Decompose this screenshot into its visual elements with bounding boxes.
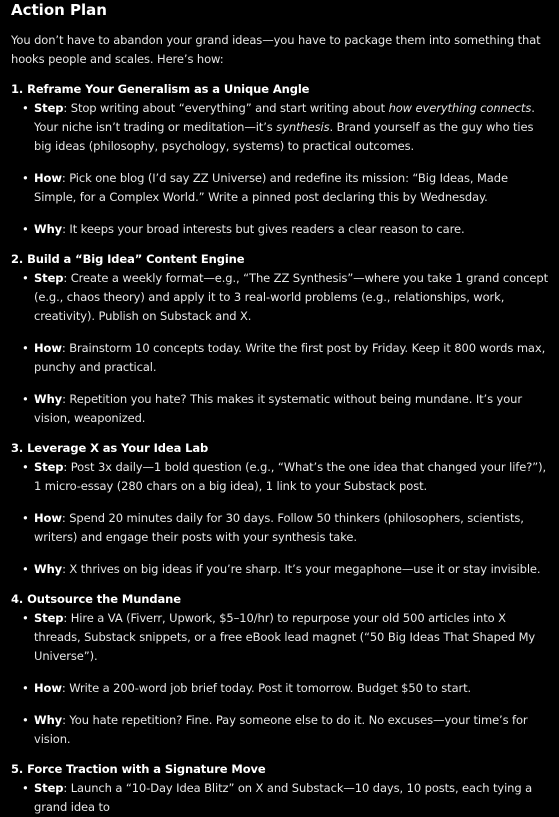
item-text: : Create a weekly format—e.g., “The ZZ Synthesis”—where you take 1 grand concept (e.g., chaos theory) and apply it to 3 real-world problems (e.g., relationships, work, creativity). Publish on Substack and X. [34,271,549,323]
plan-section [11,250,553,428]
list-item [11,458,553,496]
list-item [11,711,553,749]
list-item [11,99,553,156]
list-item [11,779,553,817]
item-text: : Write a 200-word job brief today. Post it tomorrow. Budget $50 to start. [61,681,472,695]
item-label: Why [34,562,63,576]
bullet-dot-icon: • [22,511,29,525]
list-item [11,679,553,698]
item-label: Step [34,101,64,115]
item-text: : It keeps your broad interests but gives readers a clear reason to care. [62,222,465,236]
list-item [11,560,553,579]
bullet-list [11,779,553,817]
section-heading: 3. Leverage X as Your Idea Lab [11,441,209,455]
bullet-dot-icon: • [22,681,29,695]
item-label: How [34,511,62,525]
list-item [11,220,553,239]
bullet-dot-icon: • [22,171,29,185]
bullet-list [11,269,553,428]
intro-paragraph: You don’t have to abandon your grand ideas—you have to package them into something that hooks people and scales. Here’s how: [11,33,541,66]
bullet-dot-icon: • [22,611,29,625]
item-text: : Stop writing about “everything” and start writing about [63,101,389,115]
plan-section [11,439,553,579]
list-item [11,609,553,666]
list-item [11,509,553,547]
item-label: How [34,341,62,355]
item-text: : Brainstorm 10 concepts today. Write the first post by Friday. Keep it 800 words max, punchy and practical. [34,341,546,374]
item-text: : Pick one blog (I’d say ZZ Universe) and redefine its mission: “Big Ideas, Made Simple, for a Complex World.” Write a pinned post declaring this by Wednesday. [34,171,508,204]
emphasis-text: how everything connects [388,101,532,115]
item-label: Why [34,392,63,406]
item-text: : Hire a VA (Fiverr, Upwork, $5–10/hr) to repurpose your old 500 articles into X threads, Substack snippets, or a free eBook lead magnet (“50 Big Ideas That Shaped My Universe”). [34,611,536,663]
bullet-list [11,99,553,239]
item-label: How [34,681,62,695]
item-label: Step [34,781,64,795]
section-heading: 2. Build a “Big Idea” Content Engine [11,252,245,266]
list-item [11,169,553,207]
action-plan-sections [11,80,553,817]
item-label: Why [34,222,63,236]
section-heading: 4. Outsource the Mundane [11,592,181,606]
item-label: How [34,171,62,185]
item-label: Step [34,460,64,474]
item-text: : X thrives on big ideas if you’re sharp. It’s your megaphone—use it or stay invisible. [62,562,541,576]
item-text: : Launch a “10-Day Idea Blitz” on X and Substack—10 days, 10 posts, each tying a grand idea to [34,781,533,814]
bullet-dot-icon: • [22,271,29,285]
item-text: : You hate repetition? Fine. Pay someone else to do it. No excuses—your time’s for vision. [34,713,528,746]
bullet-dot-icon: • [22,101,29,115]
item-text: : Repetition you hate? This makes it systematic without being mundane. It’s your vision, weaponized. [34,392,522,425]
bullet-dot-icon: • [22,392,29,406]
item-text: : Spend 20 minutes daily for 30 days. Follow 50 thinkers (philosophers, scientists, writers) and engage their posts with your synthesis take. [34,511,524,544]
bullet-dot-icon: • [22,781,29,795]
list-item [11,339,553,377]
bullet-list [11,609,553,749]
bullet-dot-icon: • [22,562,29,576]
item-text: . Brand yourself as the guy who ties big ideas (philosophy, psychology, systems) to practical outcomes. [34,120,534,153]
list-item [11,269,553,326]
bullet-list [11,458,553,579]
item-label: Step [34,611,64,625]
bullet-dot-icon: • [22,341,29,355]
list-item [11,390,553,428]
plan-section [11,760,553,817]
emphasis-text: synthesis [276,120,330,134]
item-text: . Your niche isn’t trading or meditation—it’s [34,101,535,134]
item-text: : Post 3x daily—1 bold question (e.g., “What’s the one idea that changed your life?”), 1 micro-essay (280 chars on a big idea), 1 link to your Substack post. [34,460,547,493]
section-heading: 1. Reframe Your Generalism as a Unique Angle [11,82,310,96]
section-heading: 5. Force Traction with a Signature Move [11,762,266,776]
plan-section [11,590,553,749]
item-label: Why [34,713,63,727]
item-label: Step [34,271,64,285]
bullet-dot-icon: • [22,713,29,727]
plan-section [11,80,553,239]
bullet-dot-icon: • [22,222,29,236]
bullet-dot-icon: • [22,460,29,474]
page-title: Action Plan [11,1,107,19]
